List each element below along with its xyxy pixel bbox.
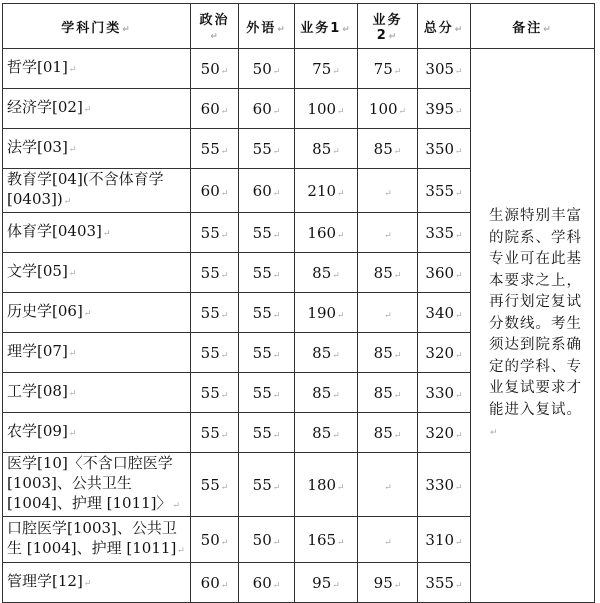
score-subject2: 85 ↵ xyxy=(358,413,418,453)
score-subject1: 85 ↵ xyxy=(295,129,358,169)
category-name: 法学[03] ↵ xyxy=(3,129,191,169)
header-subject1: 业务1 ↵ xyxy=(295,4,358,49)
score-subject2 xyxy=(358,169,418,213)
score-language: 55 ↵ xyxy=(239,373,295,413)
category-name: 体育学[0403] ↵ xyxy=(3,213,191,253)
score-total: 360 ↵ xyxy=(418,253,471,293)
score-total: 305 ↵ xyxy=(418,49,471,89)
score-language: 55 ↵ xyxy=(239,129,295,169)
score-total: 310 ↵ xyxy=(418,517,471,563)
header-total: 总分 ↵ xyxy=(418,4,471,49)
score-language: 55 ↵ xyxy=(239,333,295,373)
score-total: 330 ↵ xyxy=(418,453,471,517)
score-subject2: 100 ↵ xyxy=(358,89,418,129)
score-language: 55 ↵ xyxy=(239,213,295,253)
category-name: 医学[10]〈不含口腔医学[1003]、公共卫生[1004]、护理 [1011]〉 ↵ xyxy=(3,453,191,517)
score-politics: 55 ↵ xyxy=(191,213,239,253)
score-subject1: 180 ↵ xyxy=(295,453,358,517)
score-language: 50 ↵ xyxy=(239,49,295,89)
header-row xyxy=(3,4,595,49)
category-name: 工学[08] ↵ xyxy=(3,373,191,413)
score-subject2: 75 ↵ xyxy=(358,49,418,89)
score-language: 60 ↵ xyxy=(239,169,295,213)
score-subject2: 95 ↵ xyxy=(358,563,418,603)
score-subject1: 165 ↵ xyxy=(295,517,358,563)
score-table xyxy=(2,3,595,603)
score-total: 320 ↵ xyxy=(418,333,471,373)
category-name: 经济学[02] ↵ xyxy=(3,89,191,129)
category-name: 理学[07] ↵ xyxy=(3,333,191,373)
category-name: 历史学[06] ↵ xyxy=(3,293,191,333)
score-politics: 55 ↵ xyxy=(191,453,239,517)
score-subject1: 160 ↵ xyxy=(295,213,358,253)
score-politics: 50 ↵ xyxy=(191,49,239,89)
score-language: 55 ↵ xyxy=(239,453,295,517)
score-language: 55 ↵ xyxy=(239,413,295,453)
score-subject1: 85 ↵ xyxy=(295,333,358,373)
score-politics: 55 ↵ xyxy=(191,253,239,293)
score-politics: 60 ↵ xyxy=(191,89,239,129)
score-subject2 xyxy=(358,453,418,517)
score-language: 60 ↵ xyxy=(239,89,295,129)
score-politics: 55 ↵ xyxy=(191,333,239,373)
score-subject1: 85 ↵ xyxy=(295,373,358,413)
score-language: 55 ↵ xyxy=(239,253,295,293)
score-politics: 50 ↵ xyxy=(191,517,239,563)
score-total: 335 ↵ xyxy=(418,213,471,253)
score-total: 330 ↵ xyxy=(418,373,471,413)
score-language: 50 ↵ xyxy=(239,517,295,563)
score-total: 355 ↵ xyxy=(418,169,471,213)
score-subject2: 85 ↵ xyxy=(358,373,418,413)
header-note: 备注 ↵ xyxy=(471,4,595,49)
header-language: 外语 ↵ xyxy=(239,4,295,49)
score-subject1: 75 ↵ xyxy=(295,49,358,89)
category-name: 哲学[01] ↵ xyxy=(3,49,191,89)
score-subject1: 100 ↵ xyxy=(295,89,358,129)
score-subject2 xyxy=(358,293,418,333)
score-subject2 xyxy=(358,213,418,253)
score-subject2: 85 ↵ xyxy=(358,129,418,169)
category-name: 管理学[12] ↵ xyxy=(3,563,191,603)
category-name: 农学[09] ↵ xyxy=(3,413,191,453)
note-cell: 生源特别丰富的院系、学科专业可在此基本要求之上，再行划定复试分数线。考生须达到院系确定的学科、专业复试要求才能进入复试。 ↵ xyxy=(471,49,595,603)
score-politics: 60 ↵ xyxy=(191,169,239,213)
category-name: 口腔医学[1003]、公共卫生 [1004]、护理 [1011] ↵ xyxy=(3,517,191,563)
score-subject1: 85 ↵ xyxy=(295,413,358,453)
category-name: 文学[05] ↵ xyxy=(3,253,191,293)
score-subject1: 190 ↵ xyxy=(295,293,358,333)
score-total: 395 ↵ xyxy=(418,89,471,129)
table-row xyxy=(3,49,595,89)
score-total: 350 ↵ xyxy=(418,129,471,169)
score-language: 55 ↵ xyxy=(239,293,295,333)
score-total: 320 ↵ xyxy=(418,413,471,453)
score-subject1: 85 ↵ xyxy=(295,253,358,293)
score-politics: 55 ↵ xyxy=(191,373,239,413)
header-subject2: 业务2 ↵ xyxy=(358,4,418,49)
score-politics: 55 ↵ xyxy=(191,129,239,169)
score-politics: 55 ↵ xyxy=(191,293,239,333)
score-language: 60 ↵ xyxy=(239,563,295,603)
score-total: 340 ↵ xyxy=(418,293,471,333)
score-subject2 xyxy=(358,517,418,563)
score-politics: 55 ↵ xyxy=(191,413,239,453)
header-politics: 政治 ↵ xyxy=(191,4,239,49)
header-category: 学科门类 ↵ xyxy=(3,4,191,49)
score-subject2: 85 ↵ xyxy=(358,333,418,373)
score-politics: 60 ↵ xyxy=(191,563,239,603)
category-name: 教育学[04](不含体育学[0403]) ↵ xyxy=(3,169,191,213)
score-subject1: 95 ↵ xyxy=(295,563,358,603)
score-total: 355 ↵ xyxy=(418,563,471,603)
score-subject2: 85 ↵ xyxy=(358,253,418,293)
score-subject1: 210 ↵ xyxy=(295,169,358,213)
